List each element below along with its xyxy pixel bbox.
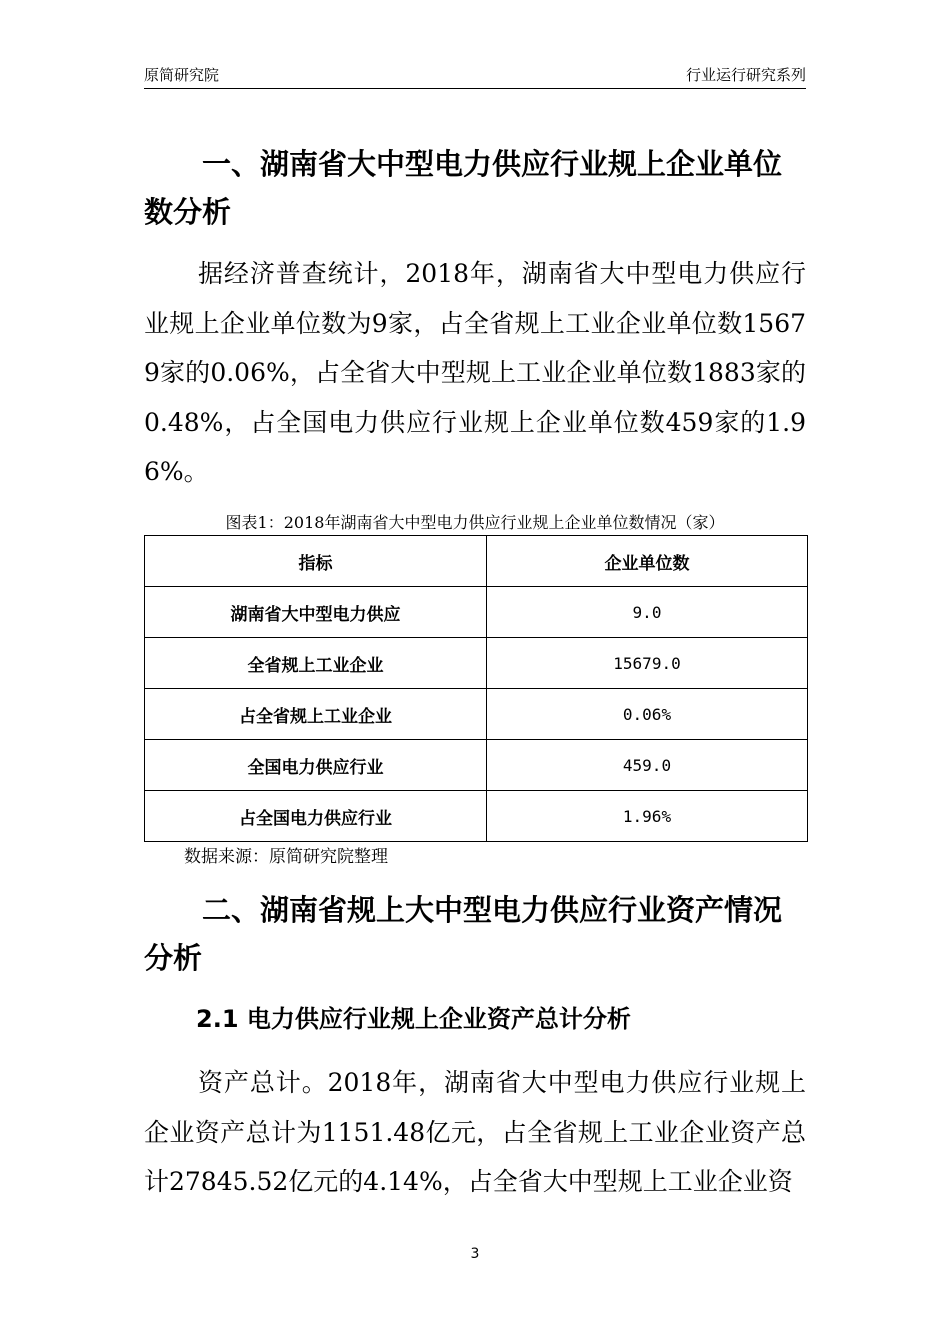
table-source-note: 数据来源：原简研究院整理 — [184, 847, 388, 867]
table-cell-label: 占全国电力供应行业 — [145, 791, 487, 842]
header-org-name: 原简研究院 — [144, 66, 220, 84]
table-cell-value: 0.06% — [487, 689, 808, 740]
table-row — [145, 638, 808, 689]
table-cell-value: 9.0 — [487, 587, 808, 638]
enterprise-count-table — [144, 535, 808, 842]
table-header-indicator: 指标 — [145, 536, 487, 587]
table-caption: 图表1：2018年湖南省大中型电力供应行业规上企业单位数情况（家） — [225, 513, 725, 532]
table-header-row — [145, 536, 808, 587]
section2-subtitle: 2.1 电力供应行业规上企业资产总计分析 — [196, 1005, 631, 1033]
section1-paragraph: 据经济普查统计，2018年，湖南省大中型电力供应行业规上企业单位数为9家，占全省规上工业企业单位数15679家的0.06%，占全省大中型规上工业企业单位数1883家的0.48%，占全国电力供应行业规上企业单位数459家的1.96%。 — [144, 259, 806, 486]
table-row — [145, 740, 808, 791]
page-header — [144, 58, 806, 89]
table-header-count: 企业单位数 — [487, 536, 808, 587]
table-cell-label: 全国电力供应行业 — [145, 740, 487, 791]
table-cell-value: 459.0 — [487, 740, 808, 791]
header-series-name: 行业运行研究系列 — [685, 66, 806, 84]
page-number: 3 — [470, 1246, 480, 1262]
table-cell-label: 全省规上工业企业 — [145, 638, 487, 689]
table-row — [145, 689, 808, 740]
table-row — [145, 587, 808, 638]
table-row — [145, 791, 808, 842]
table-cell-label: 占全省规上工业企业 — [145, 689, 487, 740]
table-cell-value: 1.96% — [487, 791, 808, 842]
section1-title: 一、湖南省大中型电力供应行业规上企业单位数分析 — [144, 147, 783, 229]
section2-paragraph: 资产总计。2018年，湖南省大中型电力供应行业规上企业资产总计为1151.48亿元，占全省规上工业企业资产总计27845.52亿元的4.14%，占全省大中型规上工业企业资 — [144, 1068, 806, 1196]
table-cell-label: 湖南省大中型电力供应 — [145, 587, 487, 638]
section2-title: 二、湖南省规上大中型电力供应行业资产情况分析 — [144, 893, 783, 975]
table-cell-value: 15679.0 — [487, 638, 808, 689]
